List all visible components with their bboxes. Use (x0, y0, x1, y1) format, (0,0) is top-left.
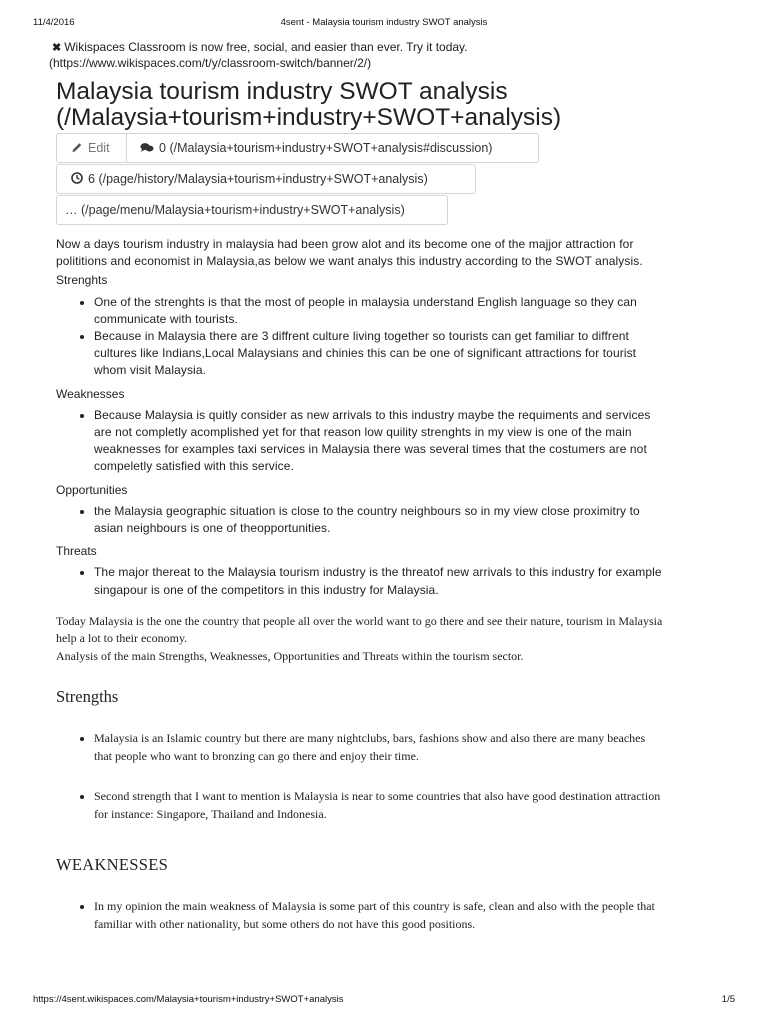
print-url: https://4sent.wikispaces.com/Malaysia+tourism+industry+SWOT+analysis (33, 994, 344, 1005)
edit-button[interactable] (56, 133, 127, 163)
print-footer (33, 994, 735, 1008)
strengths-list (56, 294, 666, 380)
page-number: 1/5 (721, 994, 735, 1005)
menu-link[interactable]: (/page/menu/Malaysia+tourism+industry+SWOT+analysis) (80, 203, 405, 217)
pencil-icon (71, 134, 83, 162)
opportunities-heading: Opportunities (56, 482, 128, 497)
opportunities-list (56, 503, 666, 537)
strengths2-heading: Strengths (56, 687, 119, 707)
list-item: • Malaysia is an Islamic country but there are many nightclubs, bars, fashions show and also there are many beaches that people who want to bronzing can go there and enjoy their time. (94, 729, 666, 765)
clock-icon (71, 165, 83, 193)
weaknesses2-list (56, 897, 666, 933)
weaknesses2-heading: WEAKNESSES (56, 855, 169, 875)
today-line-2: Analysis of the main Strengths, Weaknesses, Opportunities and Threats within the tourism sector. (56, 648, 524, 663)
strengths2-list (56, 729, 666, 823)
today-paragraph (56, 613, 666, 666)
threats-heading: Threats (56, 544, 97, 559)
list-item: • Because Malaysia is quitly consider as new arrivals to this industry maybe the requiments and services are not completly acomplished yet for that reason low quility strenghts in my view is one of the main weaknesses for examples taxi services in Malaysia there was several times that the costumers are not compeletly satisfied with this service. (94, 407, 666, 476)
page-title-text: Malaysia tourism industry SWOT analysis (56, 78, 508, 105)
list-item: • In my opinion the main weakness of Malaysia is some part of this country is safe, clean and also with the people that familiar with other nationality, but some others do not have this good positions. (94, 897, 666, 933)
list-item: • Second strength that I want to mention is Malaysia is near to some countries that also have good destination attraction for instance: Singapore, Thailand and Indonesia. (94, 787, 666, 823)
banner-text: Wikispaces Classroom is now free, social, and easier than ever. Try it today. (64, 40, 468, 54)
banner-link[interactable]: (https://www.wikispaces.com/t/y/classroom-switch/banner/2/) (49, 56, 372, 70)
discussion-count: 0 (159, 141, 166, 155)
article-body (56, 236, 666, 933)
history-button[interactable] (56, 164, 476, 194)
print-date: 11/4/2016 (33, 17, 75, 28)
history-count: 6 (88, 172, 95, 186)
page-title (56, 79, 736, 131)
list-item: • Because in Malaysia there are 3 diffrent culture living together so tourists can get familiar to diffrent cultures like Indians,Local Malaysians and chinies this can be one of significant attractions for tourist whom visit Malaysia. (94, 328, 666, 380)
discussion-button[interactable] (126, 133, 539, 163)
menu-ellipsis: … (65, 203, 78, 217)
threats-list (56, 564, 666, 598)
discussion-link[interactable]: (/Malaysia+tourism+industry+SWOT+analysis#discussion) (169, 141, 493, 155)
strengths-heading: Strenghts (56, 273, 108, 288)
comments-icon (140, 134, 154, 162)
weaknesses-list (56, 407, 666, 476)
close-icon[interactable]: ✖ (52, 42, 62, 54)
list-item: • One of the strenghts is that the most of people in malaysia understand English language so they can communicate with tourists. (94, 294, 666, 328)
list-item: • The major thereat to the Malaysia tourism industry is the threatof new arrivals to this industry for example singapour is one of the competitors in this industry for Malaysia. (94, 564, 666, 598)
intro-paragraph: Now a days tourism industry in malaysia had been grow alot and its become one of the majjor attraction for polititions and economist in Malaysia,as below we want analys this industry according to the SWOT analysis. (56, 237, 643, 269)
history-link[interactable]: (/page/history/Malaysia+tourism+industry+SWOT+analysis) (98, 172, 428, 186)
weaknesses-heading: Weaknesses (56, 386, 125, 401)
print-header (33, 17, 735, 31)
page-menu-button[interactable] (56, 195, 448, 225)
edit-label: Edit (88, 141, 110, 155)
classroom-banner (49, 40, 468, 71)
list-item: • the Malaysia geographic situation is close to the country neighbours so in my view close proximitry to asian neighbours is one of theopportunities. (94, 503, 666, 537)
today-line-1: Today Malaysia is the one the country that people all over the world want to go there and see their nature, tourism in Malaysia help a lot to their economy. (56, 613, 663, 646)
print-title: 4sent - Malaysia tourism industry SWOT analysis (280, 17, 488, 28)
page-title-link[interactable]: (/Malaysia+tourism+industry+SWOT+analysis) (56, 104, 562, 131)
